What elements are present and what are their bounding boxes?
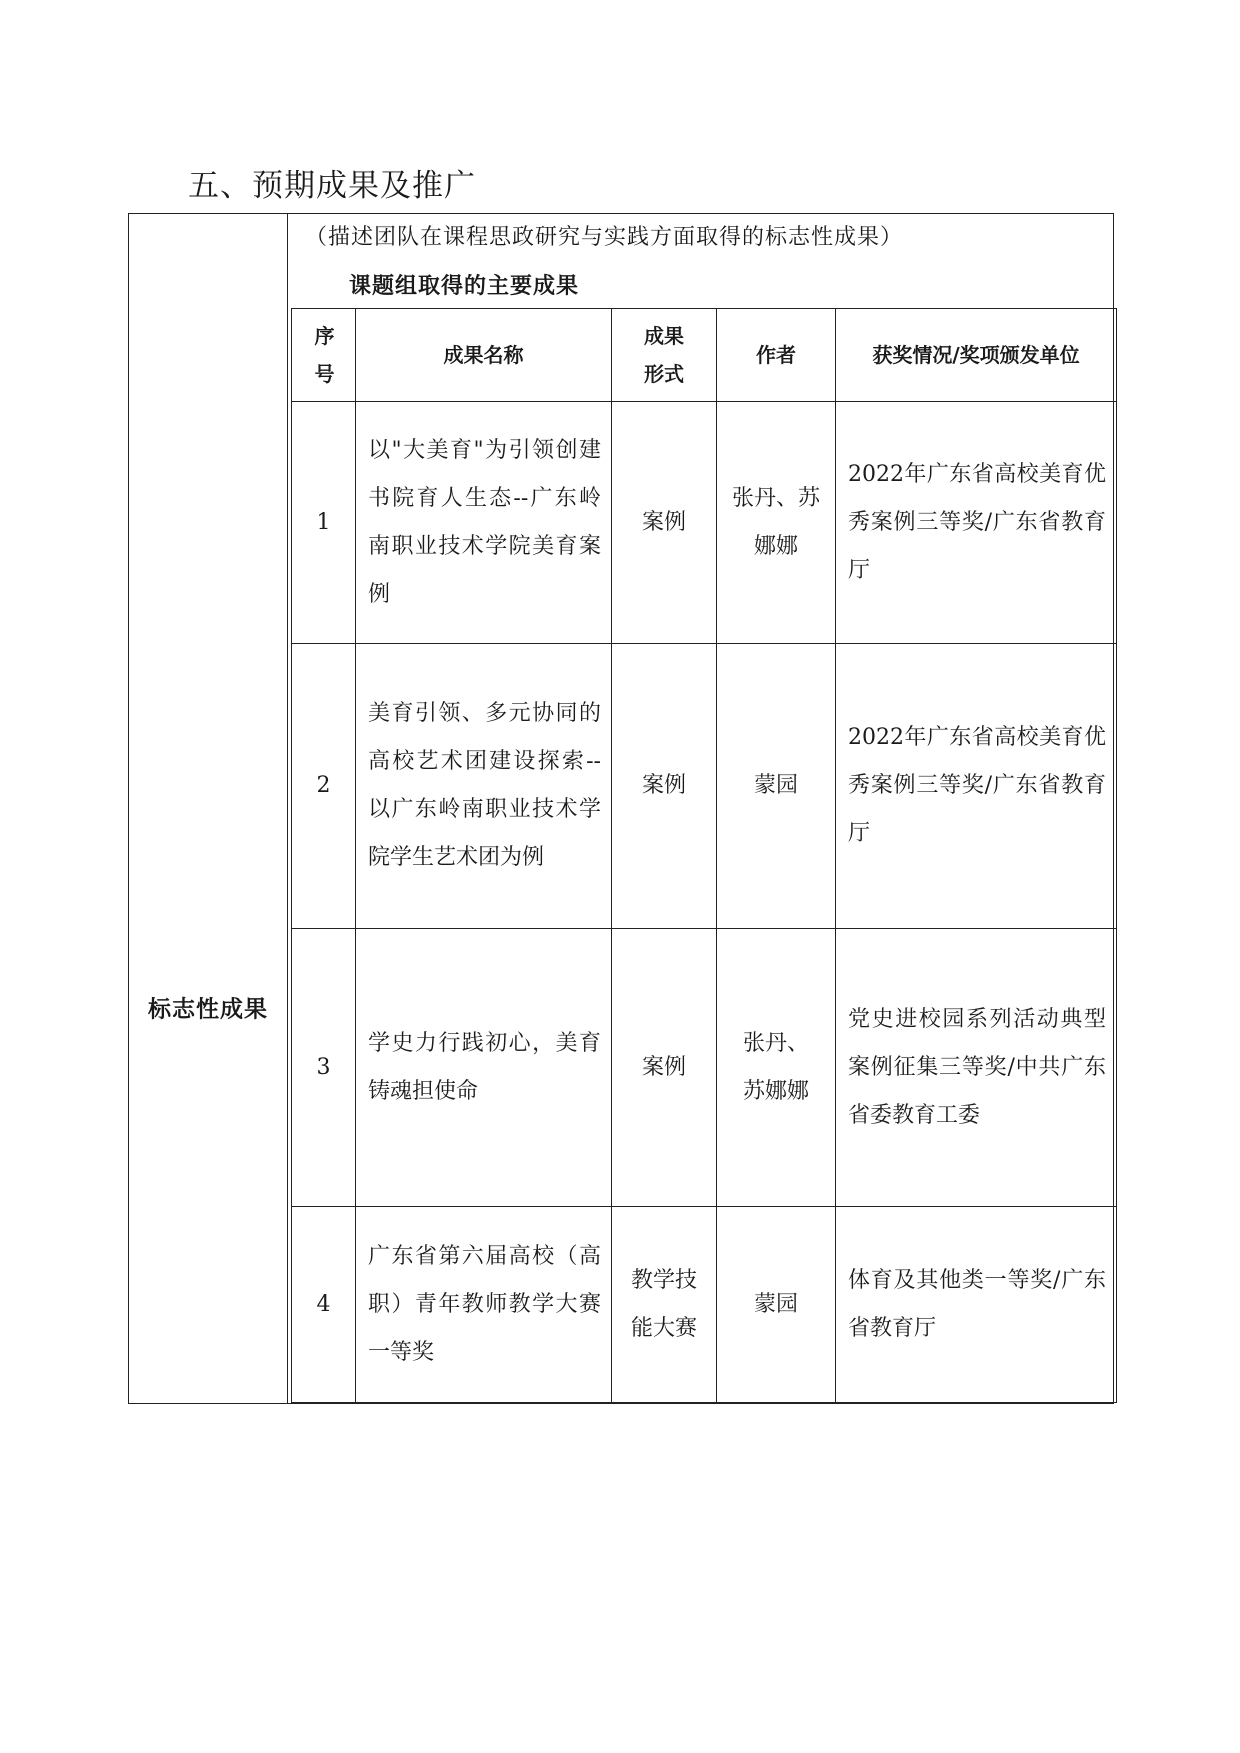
subtitle: 课题组取得的主要成果 xyxy=(349,274,580,299)
header-num xyxy=(292,309,356,402)
row-award: 2022年广东省高校美育优秀案例三等奖/广东省教育厅 xyxy=(836,402,1117,644)
row-name: 广东省第六届高校（高职）青年教师教学大赛一等奖 xyxy=(356,1207,612,1403)
row-name: 以"大美育"为引领创建书院育人生态--广东岭南职业技术学院美育案例 xyxy=(356,402,612,644)
row-author: 蒙园 xyxy=(717,644,836,929)
achievements-table xyxy=(291,308,1117,1403)
table-row xyxy=(292,929,1117,1207)
row-num: 1 xyxy=(292,402,356,644)
header-num-line1: 序 xyxy=(314,324,335,348)
row-num: 3 xyxy=(292,929,356,1207)
header-form-line2: 形式 xyxy=(644,362,684,386)
row-label: 标志性成果 xyxy=(148,996,268,1023)
table-row xyxy=(292,644,1117,929)
label-column xyxy=(129,214,288,1403)
row-award: 党史进校园系列活动典型案例征集三等奖/中共广东省委教育工委 xyxy=(836,929,1117,1207)
section-title: 五、预期成果及推广 xyxy=(188,168,476,204)
header-num-line2: 号 xyxy=(314,362,335,386)
row-form: 案例 xyxy=(612,402,717,644)
header-award: 获奖情况/奖项颁发单位 xyxy=(836,309,1117,402)
achievements-frame xyxy=(128,213,1114,1404)
row-form: 案例 xyxy=(612,929,717,1207)
row-author: 蒙园 xyxy=(717,1207,836,1403)
row-author: 张丹、苏娜娜 xyxy=(717,402,836,644)
row-num: 2 xyxy=(292,644,356,929)
header-name: 成果名称 xyxy=(356,309,612,402)
row-award: 2022年广东省高校美育优秀案例三等奖/广东省教育厅 xyxy=(836,644,1117,929)
row-form: 案例 xyxy=(612,644,717,929)
row-num: 4 xyxy=(292,1207,356,1403)
description-text: （描述团队在课程思政研究与实践方面取得的标志性成果） xyxy=(305,225,904,250)
row-author: 张丹、苏娜娜 xyxy=(717,929,836,1207)
header-form-line1: 成果 xyxy=(644,324,684,348)
table-header-row xyxy=(292,309,1117,402)
row-award: 体育及其他类一等奖/广东省教育厅 xyxy=(836,1207,1117,1403)
table-row xyxy=(292,402,1117,644)
header-author: 作者 xyxy=(717,309,836,402)
header-form xyxy=(612,309,717,402)
row-form: 教学技能大赛 xyxy=(612,1207,717,1403)
row-name: 美育引领、多元协同的高校艺术团建设探索--以广东岭南职业技术学院学生艺术团为例 xyxy=(356,644,612,929)
table-row xyxy=(292,1207,1117,1403)
row-name: 学史力行践初心，美育铸魂担使命 xyxy=(356,929,612,1207)
